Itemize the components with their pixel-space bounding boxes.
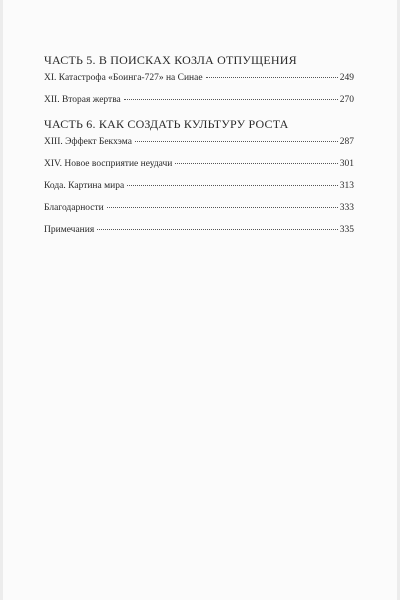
toc-entry — [44, 94, 354, 106]
book-page — [3, 0, 397, 600]
toc-entry — [44, 158, 354, 170]
toc-entry-label: Кода. Картина мира — [44, 181, 125, 191]
toc-entry-label: XII. Вторая жертва — [44, 95, 121, 105]
toc-entry-label: XI. Катастрофа «Боинга-727» на Синае — [44, 73, 203, 83]
toc-entry — [44, 224, 354, 236]
toc-entry-label: XIII. Эффект Бекхэма — [44, 137, 132, 147]
dot-leader — [124, 99, 338, 100]
dot-leader — [107, 207, 338, 208]
dot-leader — [135, 141, 338, 142]
toc-entry-page: 301 — [339, 159, 354, 169]
toc-entry — [44, 180, 354, 192]
toc-part-6 — [44, 116, 354, 236]
toc-part-5 — [44, 52, 354, 106]
dot-leader — [175, 163, 337, 164]
toc-entry-label: Благодарности — [44, 203, 104, 213]
toc-entry-label: Примечания — [44, 225, 95, 235]
toc-entry-label: XIV. Новое восприятие неудачи — [44, 159, 173, 169]
dot-leader — [127, 185, 338, 186]
dot-leader — [97, 229, 338, 230]
toc-entry-page: 313 — [339, 181, 354, 191]
toc-entry-page: 249 — [339, 73, 354, 83]
toc-entry-page: 335 — [339, 225, 354, 235]
toc-entry — [44, 136, 354, 148]
dot-leader — [206, 77, 338, 78]
part-title: ЧАСТЬ 6. КАК СОЗДАТЬ КУЛЬТУРУ РОСТА — [44, 117, 289, 131]
table-of-contents — [44, 52, 354, 246]
toc-entry — [44, 72, 354, 84]
toc-entry-page: 270 — [339, 95, 354, 105]
toc-entry-page: 333 — [339, 203, 354, 213]
toc-entry — [44, 202, 354, 214]
part-title: ЧАСТЬ 5. В ПОИСКАХ КОЗЛА ОТПУЩЕНИЯ — [44, 53, 297, 67]
toc-entry-page: 287 — [339, 137, 354, 147]
